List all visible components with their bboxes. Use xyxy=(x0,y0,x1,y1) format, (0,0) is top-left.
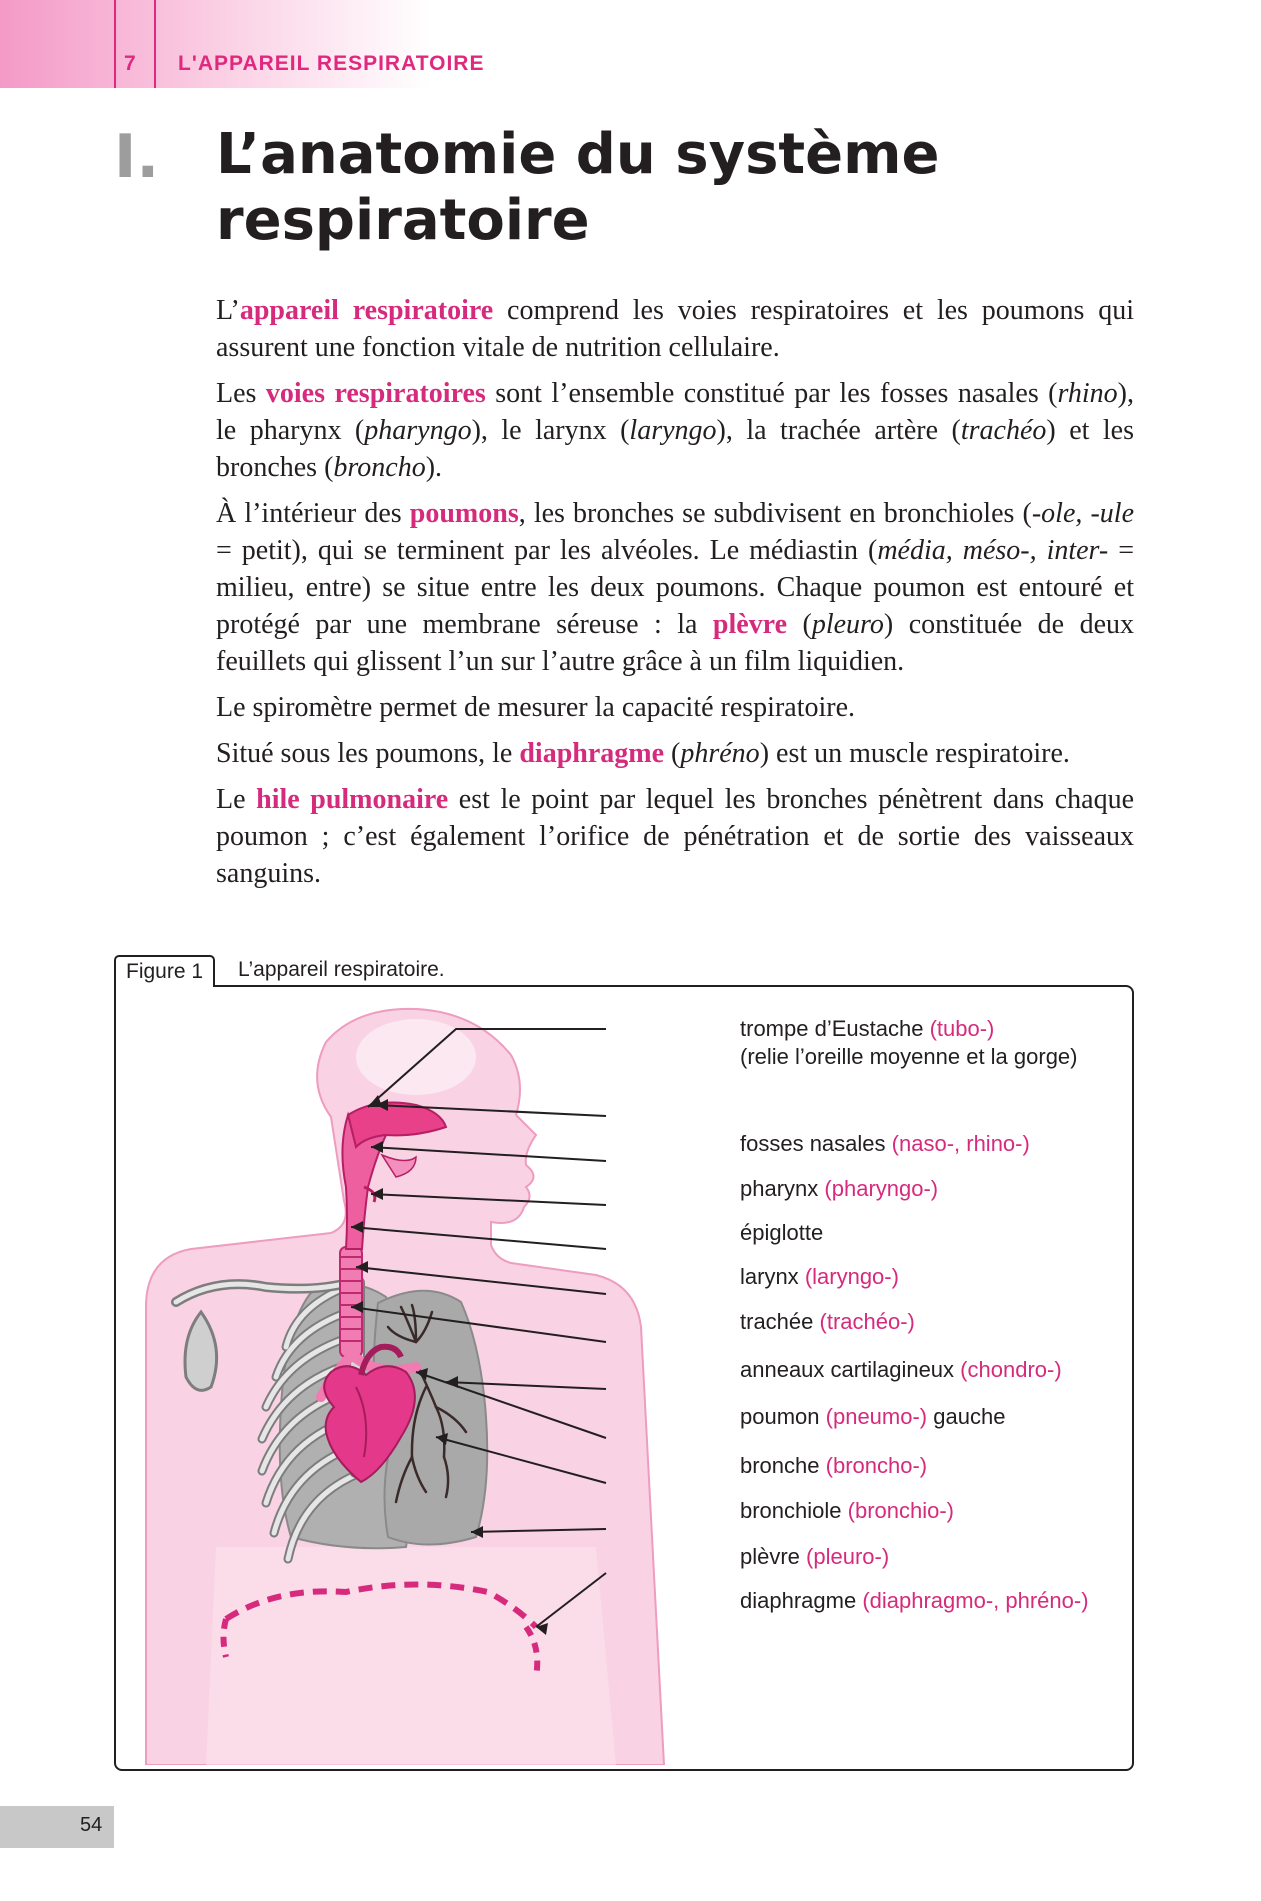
label-pharynx: pharynx (pharyngo-) xyxy=(740,1176,939,1201)
body-text xyxy=(216,292,1134,901)
keyword: plèvre xyxy=(712,609,788,640)
section-title: L’anatomie du système respiratoire xyxy=(216,122,940,253)
label-diaphragm: diaphragme (diaphragmo-, phréno-) xyxy=(740,1588,1089,1613)
label-left-lung: poumon (pneumo-) gauche xyxy=(740,1404,1006,1429)
label-epiglottis: épiglotte xyxy=(740,1220,824,1245)
keyword: voies respiratoires xyxy=(265,378,486,409)
label-trachea: trachée (trachéo-) xyxy=(740,1309,915,1334)
chapter-number: 7 xyxy=(124,52,136,75)
label-bronchiole: bronchiole (bronchio-) xyxy=(740,1498,955,1523)
label-bronchus: bronche (broncho-) xyxy=(740,1453,928,1478)
keyword: appareil respiratoire xyxy=(239,295,494,326)
keyword: hile pulmonaire xyxy=(256,784,449,815)
paragraph-3: À l’intérieur des poumons, les bronches se subdivisent en bronchioles (-ole, -ule = petit), qui se terminent par les alvéoles. Le médiastin (média, méso-, inter- = milieu, entre) se situe entre les deux poumons. Chaque poumon est entouré et protégé par une membrane séreuse : la plèvre (pleuro) constituée de deux feuillets qui glissent l’un sur l’autre grâce à un film liquidien. xyxy=(216,498,1135,677)
header-divider xyxy=(154,0,156,88)
label-larynx: larynx (laryngo-) xyxy=(740,1264,899,1289)
keyword: diaphragme xyxy=(519,738,665,769)
figure-caption: L’appareil respiratoire. xyxy=(238,958,445,981)
label-nasal-cavity: fosses nasales (naso-, rhino-) xyxy=(740,1131,1030,1156)
page-number: 54 xyxy=(80,1814,103,1836)
label-cartilage-rings: anneaux cartilagineux (chondro-) xyxy=(740,1357,1062,1382)
figure-tab: Figure 1 xyxy=(114,955,215,987)
label-eustachian-tube: trompe d’Eustache (tubo-) (relie l’oreille moyenne et la gorge) xyxy=(740,1016,1078,1069)
paragraph-2: Les voies respiratoires sont l’ensemble constitué par les fosses nasales (rhino), le pharynx (pharyngo), le larynx (laryngo), la trachée artère (trachéo) et les bronches (broncho). xyxy=(216,378,1134,483)
chapter-title: L'APPAREIL RESPIRATOIRE xyxy=(178,52,485,75)
label-pleura: plèvre (pleuro-) xyxy=(740,1544,890,1569)
section-number: I. xyxy=(114,122,160,192)
paragraph-4: Le spiromètre permet de mesurer la capacité respiratoire. xyxy=(216,692,856,723)
keyword: poumons xyxy=(409,498,519,529)
header-divider xyxy=(114,0,116,88)
paragraph-5: Situé sous les poumons, le diaphragme (phréno) est un muscle respiratoire. xyxy=(216,738,1070,769)
paragraph-6: Le hile pulmonaire est le point par lequel les bronches pénètrent dans chaque poumon ; c’est également l’orifice de pénétration et de sortie des vaisseaux sanguins. xyxy=(216,784,1135,889)
paragraph-1: L’appareil respiratoire comprend les voies respiratoires et les poumons qui assurent une fonction vitale de nutrition cellulaire. xyxy=(216,295,1134,363)
